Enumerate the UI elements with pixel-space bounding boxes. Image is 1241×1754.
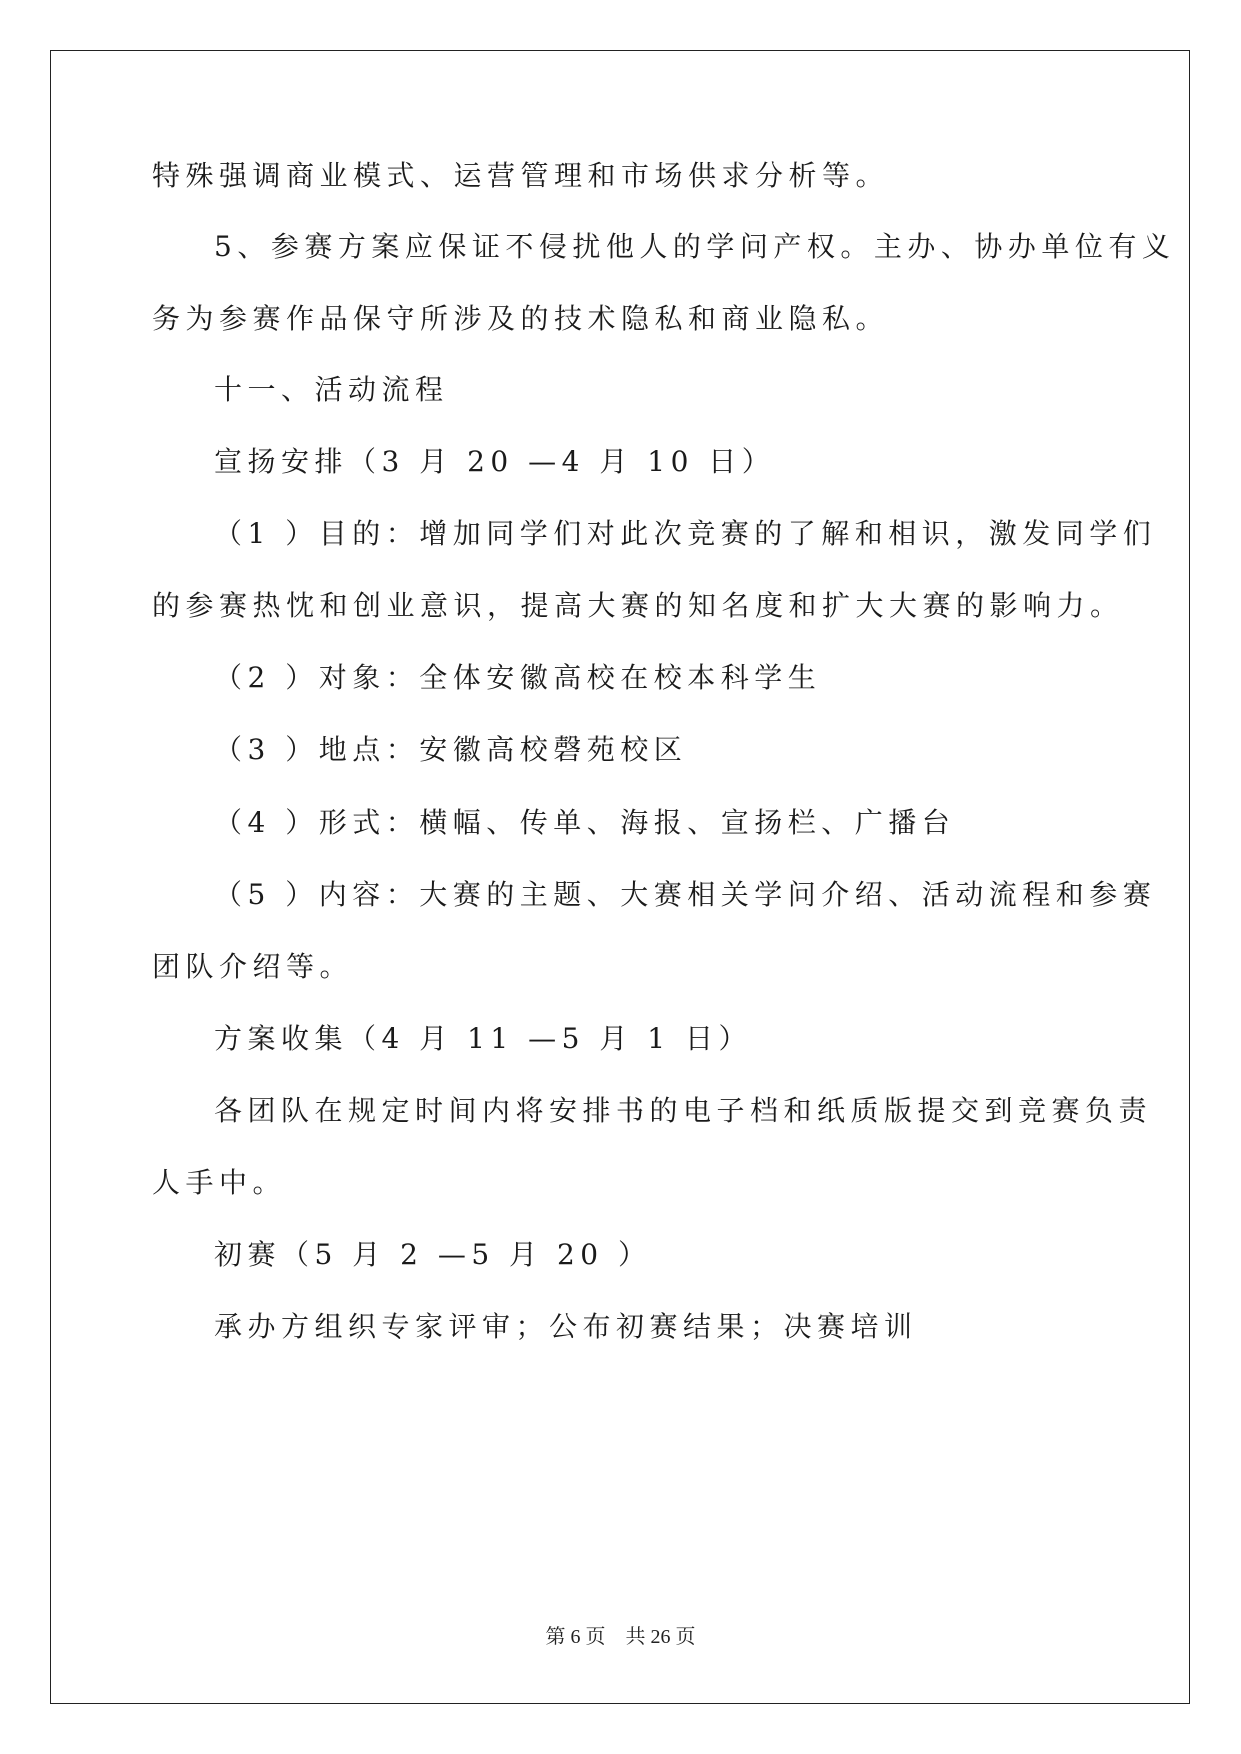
page-number-label: 第 6 页 共 26 页: [545, 1626, 696, 1648]
text-line: 承办方组织专家评审；公布初赛结果；决赛培训: [214, 1310, 918, 1343]
text-line: （2 ）对象：全体安徽高校在校本科学生: [214, 661, 822, 694]
text-line: 各团队在规定时间内将安排书的电子档和纸质版提交到竞赛负责: [214, 1094, 1153, 1127]
page-footer: [0, 1625, 1241, 1649]
text-line: （4 ）形式：横幅、传单、海报、宣扬栏、广播台: [214, 806, 956, 839]
text-line: 5、参赛方案应保证不侵扰他人的学问产权。主办、协办单位有义: [214, 230, 1176, 263]
text-line: 团队介绍等。: [152, 950, 354, 983]
text-line: 人手中。: [152, 1166, 287, 1199]
section-heading: 十一、活动流程: [214, 373, 449, 406]
text-line: （1 ）目的：增加同学们对此次竞赛的了解和相识，激发同学们: [214, 517, 1157, 550]
subsection-heading: 初赛（5 月 2 —5 月 20 ）: [214, 1238, 652, 1271]
text-line: 特殊强调商业模式、运营管理和市场供求分析等。: [152, 159, 890, 192]
subsection-heading: 方案收集（4 月 11 —5 月 1 日）: [214, 1022, 752, 1055]
text-line: （3 ）地点：安徽高校磬苑校区: [214, 733, 688, 766]
text-line: 务为参赛作品保守所涉及的技术隐私和商业隐私。: [152, 302, 890, 335]
text-line: 的参赛热忱和创业意识，提高大赛的知名度和扩大大赛的影响力。: [152, 589, 1124, 622]
subsection-heading: 宣扬安排（3 月 20 —4 月 10 日）: [214, 445, 776, 478]
text-line: （5 ）内容：大赛的主题、大赛相关学问介绍、活动流程和参赛: [214, 878, 1157, 911]
